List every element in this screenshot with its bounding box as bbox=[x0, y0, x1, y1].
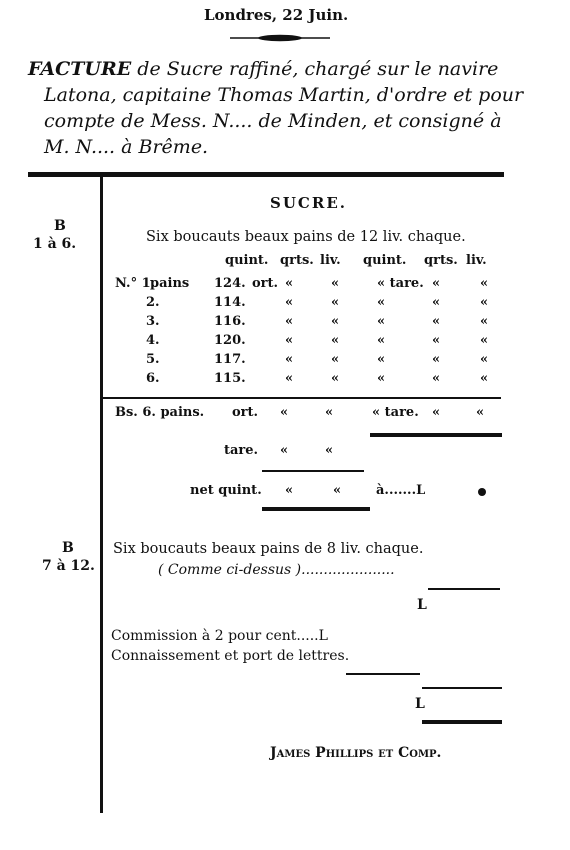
row-cell-no: 5. bbox=[146, 352, 160, 367]
row-cell-c4: « bbox=[432, 276, 441, 291]
row-cell-no: 2. bbox=[146, 295, 160, 310]
row-cell-c4: « bbox=[432, 333, 441, 348]
col-qrts-1: qrts. bbox=[280, 253, 314, 268]
row-cell-c4: « bbox=[432, 371, 441, 386]
tare-label: tare. bbox=[224, 443, 259, 458]
mark-range-1: 1 à 6. bbox=[33, 236, 77, 252]
row-cell-c4: « bbox=[432, 314, 441, 329]
lot2-note: ( Comme ci-dessus )..................... bbox=[158, 562, 395, 578]
row-cell-weight: 120. bbox=[214, 333, 246, 348]
mark-range-2: 7 à 12. bbox=[42, 558, 95, 574]
grand-currency: L bbox=[415, 696, 425, 712]
row-cell-weight: 115. bbox=[214, 371, 246, 386]
mark-letter-1: B bbox=[54, 218, 66, 234]
invoice-title-line-4: M. N.... à Brême. bbox=[44, 136, 209, 158]
invoice-title-line-2: Latona, capitaine Thomas Martin, d'ordre et pour bbox=[44, 84, 524, 106]
row-cell-weight: 124. bbox=[214, 276, 246, 291]
total-c1: « bbox=[280, 405, 289, 420]
invoice-title-lead: FACTURE bbox=[28, 58, 132, 80]
row-cell-no: 4. bbox=[146, 333, 160, 348]
row-cell-c5: « bbox=[480, 295, 489, 310]
total-unit: ort. bbox=[232, 405, 259, 420]
total-c4: « bbox=[432, 405, 441, 420]
ornament-divider bbox=[230, 32, 330, 44]
row-cell-weight: 116. bbox=[214, 314, 246, 329]
lot2-currency: L bbox=[417, 597, 427, 613]
row-cell-c5: « bbox=[480, 352, 489, 367]
net-rule bbox=[262, 470, 364, 472]
total-label: Bs. 6. pains. bbox=[115, 405, 205, 420]
total-c2: « bbox=[325, 405, 334, 420]
col-quint-2: quint. bbox=[363, 253, 407, 268]
grand-total-rule bbox=[422, 720, 502, 724]
lot2-rule bbox=[428, 588, 500, 590]
charges-rule-2 bbox=[422, 687, 502, 689]
row-cell-unit: ort. bbox=[252, 276, 279, 291]
row-cell-c2: « bbox=[331, 371, 340, 386]
col-liv-2: liv. bbox=[466, 253, 487, 268]
invoice-title-line-3: compte de Mess. N.... de Minden, et consigné à bbox=[44, 110, 502, 132]
total-rule bbox=[103, 397, 501, 399]
tare-c2: « bbox=[325, 443, 334, 458]
bill-of-lading-line: Connaissement et port de lettres. bbox=[111, 648, 350, 664]
charges-rule bbox=[346, 673, 420, 675]
row-cell-c2: « bbox=[331, 276, 340, 291]
row-cell-weight: 117. bbox=[214, 352, 246, 367]
row-cell-c2: « bbox=[331, 352, 340, 367]
row-cell-c3: « tare. bbox=[377, 276, 424, 291]
mark-letter-2: B bbox=[62, 540, 74, 556]
row-cell-label: pains bbox=[150, 276, 190, 291]
row-cell-c5: « bbox=[480, 371, 489, 386]
row-cell-c2: « bbox=[331, 314, 340, 329]
row-cell-c1: « bbox=[285, 371, 294, 386]
row-cell-c1: « bbox=[285, 352, 294, 367]
col-qrts-2: qrts. bbox=[424, 253, 458, 268]
row-cell-c2: « bbox=[331, 295, 340, 310]
tare-underline bbox=[370, 433, 502, 437]
invoice-title-line-1: de Sucre raffiné, chargé sur le navire bbox=[137, 58, 499, 80]
row-cell-c3: « bbox=[377, 314, 386, 329]
row-cell-c3: « bbox=[377, 371, 386, 386]
sugar-heading: SUCRE. bbox=[270, 194, 347, 212]
tare-c1: « bbox=[280, 443, 289, 458]
row-cell-c4: « bbox=[432, 295, 441, 310]
column-headers bbox=[0, 253, 570, 273]
row-cell-c3: « bbox=[377, 333, 386, 348]
row-cell-c5: « bbox=[480, 276, 489, 291]
row-cell-c1: « bbox=[285, 295, 294, 310]
row-cell-no: N.° 1. bbox=[115, 276, 156, 291]
row-cell-c2: « bbox=[331, 333, 340, 348]
net-price: à.......L bbox=[376, 483, 426, 498]
total-c5: « bbox=[476, 405, 485, 420]
row-cell-c3: « bbox=[377, 295, 386, 310]
net-c2: « bbox=[333, 483, 342, 498]
col-quint-1: quint. bbox=[225, 253, 269, 268]
row-cell-c1: « bbox=[285, 314, 294, 329]
invoice-title bbox=[28, 56, 523, 160]
row-cell-no: 3. bbox=[146, 314, 160, 329]
row-cell-c5: « bbox=[480, 333, 489, 348]
signature: James Phillips et Comp. bbox=[270, 745, 442, 761]
row-cell-c4: « bbox=[432, 352, 441, 367]
row-cell-c3: « bbox=[377, 352, 386, 367]
lot2-description: Six boucauts beaux pains de 8 liv. chaque. bbox=[113, 541, 424, 557]
lot1-description: Six boucauts beaux pains de 12 liv. chaque. bbox=[146, 229, 466, 245]
net-underline bbox=[262, 507, 370, 511]
row-cell-weight: 114. bbox=[214, 295, 246, 310]
row-cell-no: 6. bbox=[146, 371, 160, 386]
col-liv-1: liv. bbox=[320, 253, 341, 268]
row-cell-c1: « bbox=[285, 333, 294, 348]
net-c1: « bbox=[285, 483, 294, 498]
row-cell-c5: « bbox=[480, 314, 489, 329]
commission-line: Commission à 2 pour cent.....L bbox=[111, 628, 328, 644]
total-tare: « tare. bbox=[372, 405, 419, 420]
ink-blot bbox=[478, 488, 486, 496]
net-label: net quint. bbox=[190, 483, 262, 498]
row-cell-c1: « bbox=[285, 276, 294, 291]
dateline: Londres, 22 Juin. bbox=[204, 6, 349, 24]
